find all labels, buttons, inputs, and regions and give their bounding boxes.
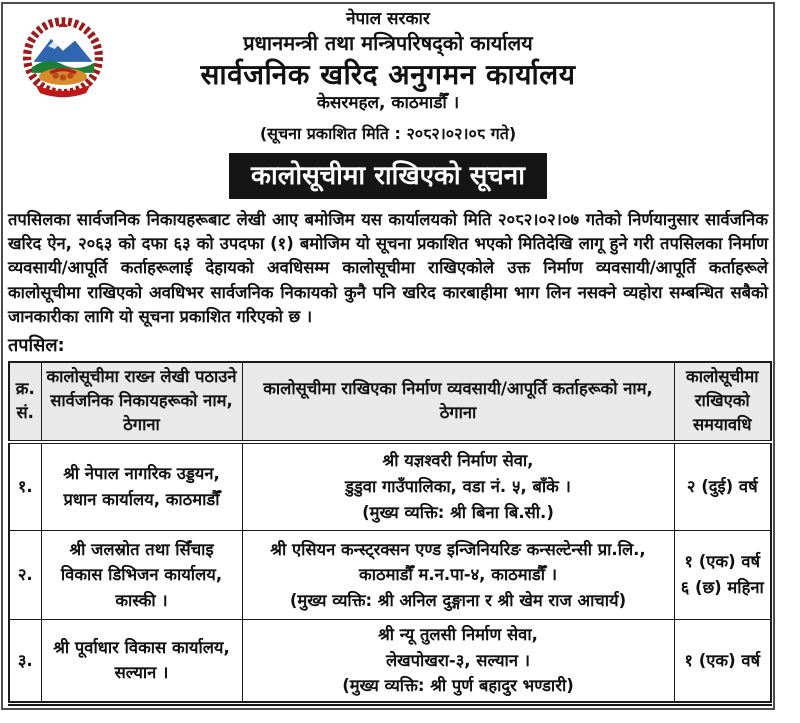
- column-header-firm: कालोसूचीमा राखिएका निर्माण व्यवसायी/आपूर्ति कर्ताहरूको नाम, ठेगाना: [242, 362, 674, 442]
- blacklist-table: [8, 361, 772, 706]
- details-label: तपसिल:: [8, 334, 65, 356]
- sn-cell: २.: [9, 531, 41, 620]
- sn-cell: ३.: [9, 620, 41, 704]
- letterhead: [3, 4, 773, 144]
- notice-title-banner: कालोसूचीमा राखिएको सूचना: [229, 153, 547, 199]
- agency-cell: श्री जलस्रोत तथा सिँचाइ विकास डिभिजन कार्यालय, कास्की ।: [41, 531, 242, 620]
- firm-cell: श्री न्यू तुलसी निर्माण सेवा, लेखपोखरा-३, सल्यान । (मुख्य व्यक्ति: श्री पुर्ण बहादुर भण्डारी): [242, 620, 674, 704]
- agency-cell: श्री नेपाल नागरिक उड्डयन, प्रधान कार्यालय, काठमाडौँ: [41, 442, 242, 531]
- government-name: नेपाल सरकार: [346, 9, 430, 29]
- table-row: [9, 531, 771, 620]
- office-name: सार्वजनिक खरिद अनुगमन कार्यालय: [200, 58, 576, 92]
- notice-banner-wrap: [3, 153, 773, 199]
- table-header-row: [9, 362, 771, 442]
- office-address: केसरमहल, काठमाडौँ ।: [316, 93, 460, 114]
- column-header-agency: कालोसूचीमा राख्न लेखी पठाउने सार्वजनिक निकायहरूको नाम, ठेगाना: [41, 362, 242, 442]
- notice-paragraph: तपसिलका सार्वजनिक निकायहरूबाट लेखी आए बमोजिम यस कार्यालयको मिति २०८२।०२।०७ गतेको निर्णयानुसार सार्वजनिक खरिद ऐन, २०६३ को दफा ६३ को उपदफा (१) बमोजिम यो सूचना प्रकाशित भएको मितिदेखि लागू हुने गरी तपसिलका निर्माण व्यवसायी/आपूर्ति कर्ताहरूलाई देहायको अवधिसम्म कालोसूचीमा राखिएकोले उक्त निर्माण व्यवसायी/आपूर्ति कर्ताहरूले कालोसूचीमा राखिएको अवधिभर सार्वजनिक निकायको कुनै पनि खरिद कारबाहीमा भाग लिन नसक्ने व्यहोरा सम्बन्धित सबैको जानकारीका लागि यो सूचना प्रकाशित गरिएको छ ।: [8, 209, 768, 327]
- firm-cell: श्री यज्ञश्वरी निर्माण सेवा, डुडुवा गाउँपालिका, वडा नं. ५, बाँके । (मुख्य व्यक्ति: श्री बिना बि.सी.): [242, 442, 674, 531]
- table-row: [9, 442, 771, 531]
- agency-cell: श्री पूर्वाधार विकास कार्यालय, सल्यान ।: [41, 620, 242, 704]
- table-row: [9, 620, 771, 704]
- column-header-duration: कालोसूचीमा राखिएको समयावधि: [674, 362, 771, 442]
- nepal-coat-of-arms-icon: [17, 12, 109, 108]
- column-header-sn: क्र. सं.: [9, 362, 41, 442]
- sn-cell: १.: [9, 442, 41, 531]
- firm-cell: श्री एसियन कन्स्ट्रक्सन एण्ड इन्जिनियरिङ कन्सल्टेन्सी प्रा.लि., काठमाडौँ म.न.पा-४, काठमाडौँ । (मुख्य व्यक्ति: श्री अनिल दुङ्गाना र श्री खेम राज आचार्य): [242, 531, 674, 620]
- parent-office-name: प्रधानमन्त्री तथा मन्त्रिपरिषद्को कार्यालय: [243, 31, 533, 56]
- duration-cell: २ (दुई) वर्ष: [674, 442, 771, 531]
- published-date: (सूचना प्रकाशित मिति : २०८२।०२।०८ गते): [259, 123, 517, 143]
- notice-page: [1, 2, 775, 710]
- duration-cell: १ (एक) वर्ष ६ (छ) महिना: [674, 531, 771, 620]
- duration-cell: १ (एक) वर्ष: [674, 620, 771, 704]
